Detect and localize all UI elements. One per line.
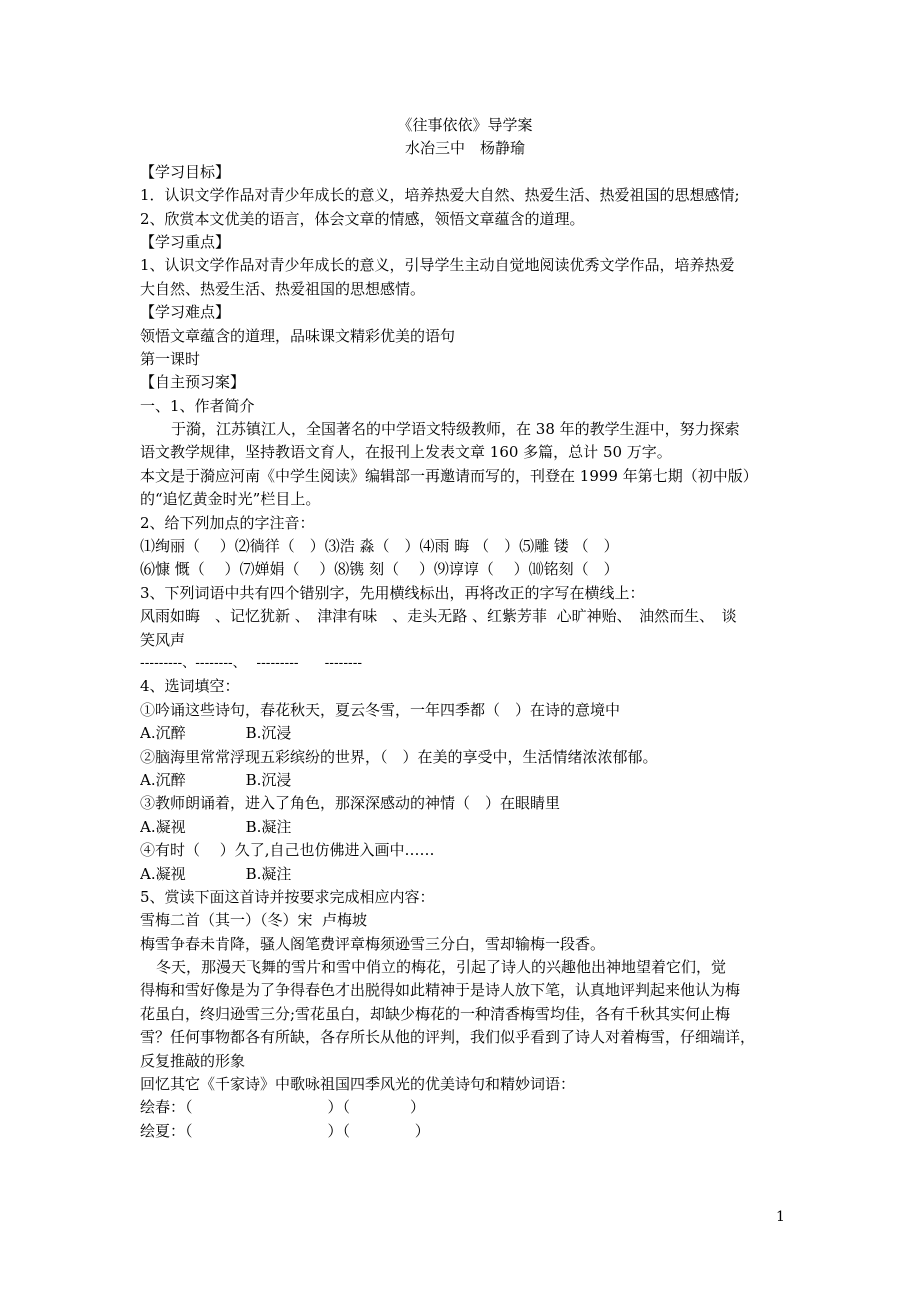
pinyin-items-row: ⑹慷 慨（ ）⑺婵娟（ ）⑻镌 刻（ ）⑼谆谆（ ）⑽铭刻（ ） [140, 560, 619, 579]
section-heading: 【学习目标】 [140, 162, 231, 181]
fill-options: A.沉醉 B.沉浸 [140, 770, 292, 789]
question-2-heading: 2、给下列加点的字注音： [140, 513, 315, 532]
fill-options: A.凝视 B.凝注 [140, 864, 292, 883]
question-1-heading: 一、1、作者简介 [140, 396, 255, 415]
page-number: 1 [776, 1209, 785, 1225]
author-bio-paragraph: 语文教学规律，坚持教语文育人，在报刊上发表文章 160 多篇，总计 50 万字。 [140, 443, 672, 462]
poem-appreciation: 得梅和雪好像是为了争得春色才出脱得如此精神于是诗人放下笔，认真地评判起来他认为梅 [140, 981, 741, 1000]
key-point-1-cont: 大自然、热爱生活、热爱祖国的思想感情。 [140, 279, 426, 298]
poem-text: 梅雪争春未肯降，骚人阁笔费评章梅须逊雪三分白，雪却输梅一段香。 [140, 934, 606, 953]
objective-1: 1．认识文学作品对青少年成长的意义，培养热爱大自然、热爱生活、热爱祖国的思想感情; [140, 186, 740, 205]
background-paragraph: 的“追忆黄金时光”栏目上。 [140, 490, 321, 509]
fill-item: ③教师朗诵着，进入了角色，那深深感动的神情（ ）在眼睛里 [140, 794, 561, 813]
background-paragraph: 本文是于漪应河南《中学生阅读》编辑部一再邀请而写的，刊登在 1999 年第七期（初中版） [140, 466, 758, 485]
fill-options: A.凝视 B.凝注 [140, 817, 292, 836]
fill-item: ②脑海里常常浮现五彩缤纷的世界，（ ）在美的享受中，生活情绪浓浓郁郁。 [140, 747, 658, 766]
typo-words-row: 风雨如晦 、记忆犹新 、 津津有味 、走头无路 、红紫芳菲 心旷神贻、 油然而生、 谈 [140, 607, 737, 626]
typo-words-row: 笑风声 [140, 630, 186, 649]
question-5-heading: 5、赏读下面这首诗并按要求完成相应内容： [140, 887, 435, 906]
fill-options: A.沉醉 B.沉浸 [140, 724, 292, 743]
question-4-heading: 4、选词填空： [140, 677, 240, 696]
pinyin-items-row: ⑴绚丽（ ）⑵徜徉（ ）⑶浩 淼（ ）⑷雨 晦 （ ）⑸雕 镂 （ ） [140, 537, 619, 556]
lesson-label: 第一课时 [140, 349, 201, 368]
poem-appreciation: 冬天，那漫天飞舞的雪片和雪中俏立的梅花，引起了诗人的兴趣他出神地望着它们，觉 [156, 958, 727, 977]
section-heading: 【学习重点】 [140, 232, 231, 251]
author-line: 水冶三中 杨静瑜 [404, 139, 525, 158]
question-3-heading: 3、下列词语中共有四个错别字，先用横线标出，再将改正的字写在横线上： [140, 583, 645, 602]
poem-appreciation: 花虽白，终归逊雪三分;雪花虽白，却缺少梅花的一种清香梅雪均佳，各有千秋其实何止梅 [140, 1004, 731, 1023]
document-title: 《往事依依》导学案 [397, 116, 533, 134]
author-bio-paragraph: 于漪，江苏镇江人，全国著名的中学语文特级教师，在 38 年的教学生涯中，努力探索 [171, 420, 740, 439]
section-heading: 【学习难点】 [140, 303, 231, 322]
poem-appreciation: 雪？任何事物都各有所缺，各存所长从他的评判，我们似乎看到了诗人对着梅雪，仔细端详， [140, 1028, 756, 1047]
key-point-1: 1、认识文学作品对青少年成长的意义，引导学生主动自觉地阅读优秀文学作品，培养热爱 [140, 256, 735, 275]
document-page [140, 114, 790, 1143]
recall-prompt: 回忆其它《千家诗》中歌咏祖国四季风光的优美诗句和精妙词语： [140, 1075, 576, 1094]
fill-item: ④有时（ ）久了,自己也仿佛进入画中…… [140, 841, 435, 860]
fill-item: ①吟诵这些诗句，春花秋天，夏云冬雪，一年四季都（ ）在诗的意境中 [140, 700, 621, 719]
poem-appreciation: 反复推敲的形象 [140, 1051, 246, 1070]
poem-title: 雪梅二首（其一）（冬）宋 卢梅坡 [140, 911, 368, 930]
answer-blank-lines: ---------、--------、 --------- -------- [140, 655, 363, 671]
difficulty-text: 领悟文章蕴含的道理，品味课文精彩优美的语句 [140, 326, 456, 345]
section-heading: 【自主预习案】 [140, 373, 246, 392]
objective-2: 2、欣赏本文优美的语言，体会文章的情感，领悟文章蕴含的道理。 [140, 209, 585, 228]
spring-answer-line: 绘春：（ ）（ ） [140, 1098, 426, 1117]
summer-answer-line: 绘夏：（ ）（ ） [140, 1121, 430, 1140]
